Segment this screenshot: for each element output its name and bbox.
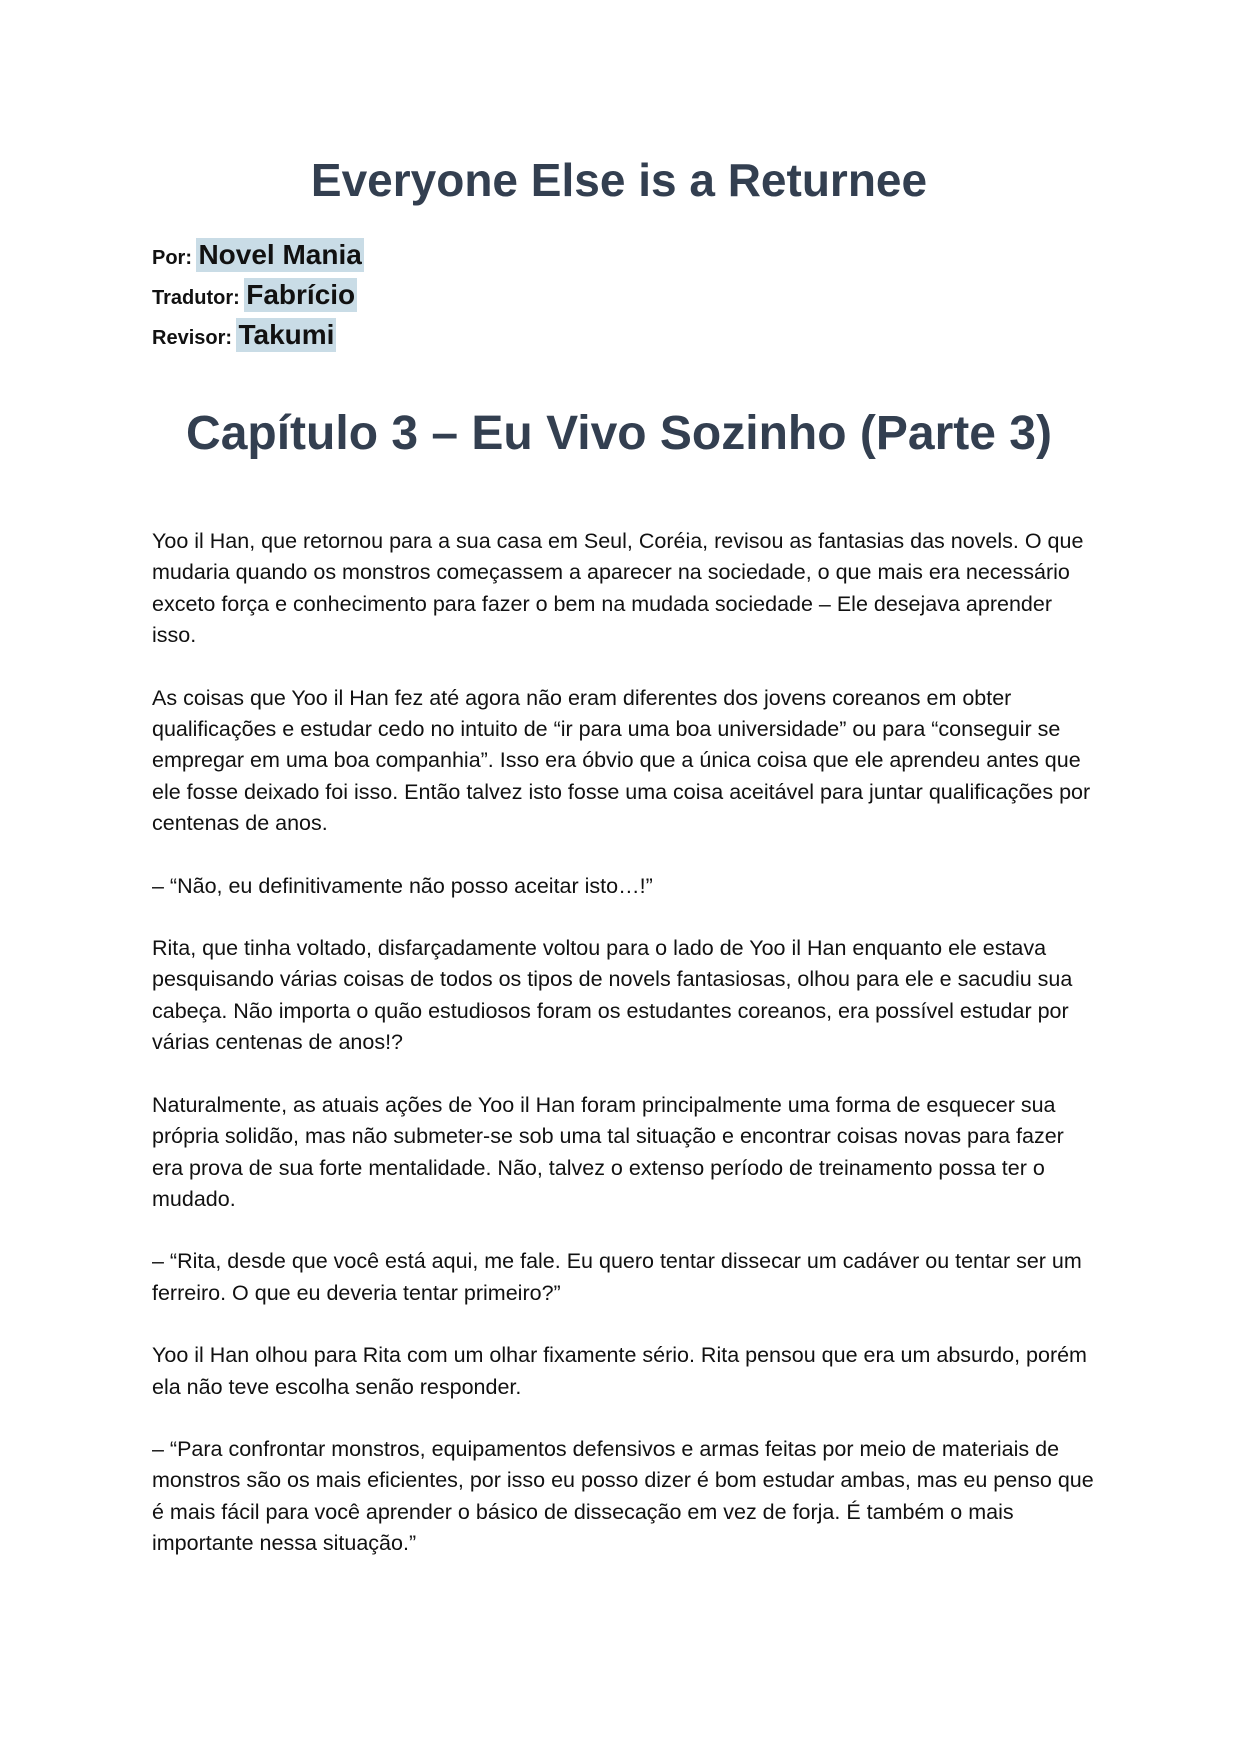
chapter-title: Capítulo 3 – Eu Vivo Sozinho (Parte 3) [186,407,1052,460]
dialogue-paragraph: – “Rita, desde que você está aqui, me fale. Eu quero tentar dissecar um cadáver ou tentar ser um ferreiro. O que eu deveria tentar primeiro?” [152,1249,1082,1305]
credit-value: Takumi [238,319,335,350]
dialogue-paragraph: – “Para confrontar monstros, equipamentos defensivos e armas feitas por meio de materiais de monstros são os mais eficientes, por isso eu posso dizer é bom estudar ambas, mas eu penso que é mais fácil para você aprender o básico de dissecação em vez de forja. É também o mais importante nessa situação.” [152,1436,1094,1556]
credit-author [152,238,1052,278]
paragraph: Yoo il Han olhou para Rita com um olhar fixamente sério. Rita pensou que era um absurdo, porém ela não teve escolha senão responder. [152,1343,1087,1399]
paragraph: Yoo il Han, que retornou para a sua casa em Seul, Coréia, revisou as fantasias das novels. O que mudaria quando os monstros começassem a aparecer na sociedade, o que mais era necessário exceto força e conhecimento para fazer o bem na mudada sociedade – Ele desejava aprender isso. [152,529,1084,648]
credit-reviewer [152,318,1052,358]
paragraph: Rita, que tinha voltado, disfarçadamente voltou para o lado de Yoo il Han enquanto ele estava pesquisando várias coisas de todos os tipos de novels fantasiosas, olhou para ele e sacudiu sua cabeça. Não importa o quão estudiosos foram os estudantes coreanos, era possível estudar por várias centenas de anos!? [152,936,1073,1055]
paragraph: As coisas que Yoo il Han fez até agora não eram diferentes dos jovens coreanos em obter qualificações e estudar cedo no intuito de “ir para uma boa universidade” ou para “conseguir se empregar em uma boa companhia”. Isso era óbvio que a única coisa que ele aprendeu antes que ele fosse deixado foi isso. Então talvez isto fosse uma coisa aceitável para juntar qualificações por centenas de anos. [152,685,1091,836]
document-title: Everyone Else is a Returnee [310,154,928,206]
credit-value: Fabrício [246,279,356,310]
dialogue-paragraph: – “Não, eu definitivamente não posso aceitar isto…!” [152,873,653,898]
credit-label: Revisor: [152,327,233,349]
paragraph: Naturalmente, as atuais ações de Yoo il Han foram principalmente uma forma de esquecer sua própria solidão, mas não submeter-se sob uma tal situação e encontrar coisas novas para fazer era prova de sua forte mentalidade. Não, talvez o extenso período de treinamento possa ter o mudado. [152,1092,1064,1211]
credit-value: Novel Mania [198,239,362,270]
credit-label: Por: [152,247,192,269]
credit-label: Tradutor: [152,287,240,309]
chapter-body [152,526,1097,1591]
credits-block [152,238,1052,358]
credit-translator [152,278,1052,318]
